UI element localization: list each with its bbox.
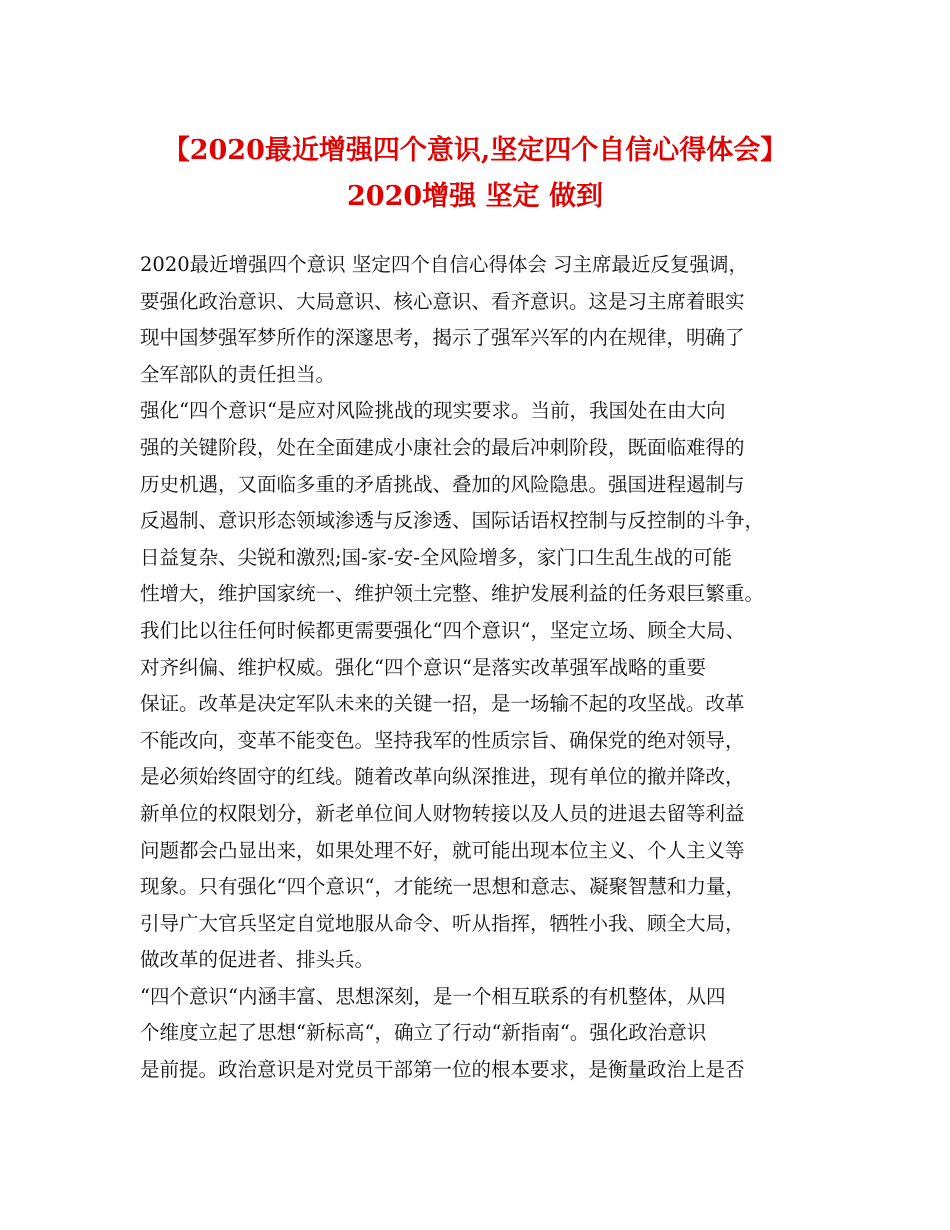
body-line: 新单位的权限划分，新老单位间人财物转接以及人员的进退去留等利益: [140, 801, 745, 825]
body-line: 现象。只有强化“四个意识“，才能统一思想和意志、凝聚智慧和力量，: [140, 875, 745, 899]
body-line: “四个意识“内涵丰富、思想深刻，是一个相互联系的有机整体，从四: [140, 984, 726, 1008]
body-line: 对齐纠偏、维护权威。强化“四个意识“是落实改革强军战略的重要: [140, 655, 706, 679]
document-subtitle: 2020增强 坚定 做到: [347, 181, 603, 212]
body-line: 强化“四个意识“是应对风险挑战的现实要求。当前，我国处在由大向: [140, 399, 726, 423]
body-line: 反遏制、意识形态领域渗透与反渗透、国际话语权控制与反控制的斗争，: [140, 509, 765, 533]
body-line: 保证。改革是决定军队未来的关键一招，是一场输不起的攻坚战。改革: [140, 692, 745, 716]
body-line: 做改革的促进者、排头兵。: [140, 948, 375, 972]
body-line: 日益复杂、尖锐和激烈;国-家-安-全风险增多，家门口生乱生战的可能: [140, 545, 732, 569]
body-line: 要强化政治意识、大局意识、核心意识、看齐意识。这是习主席着眼实: [140, 289, 745, 313]
document-title: 【2020最近增强四个意识,坚定四个自信心得体会】: [162, 135, 788, 166]
body-line: 历史机遇，又面临多重的矛盾挑战、叠加的风险隐患。强国进程遏制与: [140, 472, 745, 496]
body-line: 是前提。政治意识是对党员干部第一位的根本要求，是衡量政治上是否: [140, 1058, 745, 1082]
document-body: [140, 247, 830, 1089]
body-line: 引导广大官兵坚定自觉地服从命令、听从指挥，牺牲小我、顾全大局，: [140, 911, 745, 935]
body-line: 现中国梦强军梦所作的深邃思考，揭示了强军兴军的内在规律，明确了: [140, 326, 745, 350]
body-line: 全军部队的责任担当。: [140, 362, 336, 386]
body-line: 性增大，维护国家统一、维护领土完整、维护发展利益的任务艰巨繁重。: [140, 582, 765, 606]
body-line: 问题都会凸显出来，如果处理不好，就可能出现本位主义、个人主义等: [140, 838, 745, 862]
body-line: 不能改向，变革不能变色。坚持我军的性质宗旨、确保党的绝对领导，: [140, 728, 745, 752]
body-line: 是必须始终固守的红线。随着改革向纵深推进，现有单位的撤并降改，: [140, 765, 745, 789]
body-line: 个维度立起了思想“新标高“，确立了行动“新指南“。强化政治意识: [140, 1021, 707, 1045]
body-line: 强的关键阶段，处在全面建成小康社会的最后冲刺阶段，既面临难得的: [140, 435, 745, 459]
body-line: 我们比以往任何时候都更需要强化“四个意识“，坚定立场、顾全大局、: [140, 618, 745, 642]
body-line: 2020最近增强四个意识 坚定四个自信心得体会 习主席最近反复强调，: [140, 253, 749, 276]
